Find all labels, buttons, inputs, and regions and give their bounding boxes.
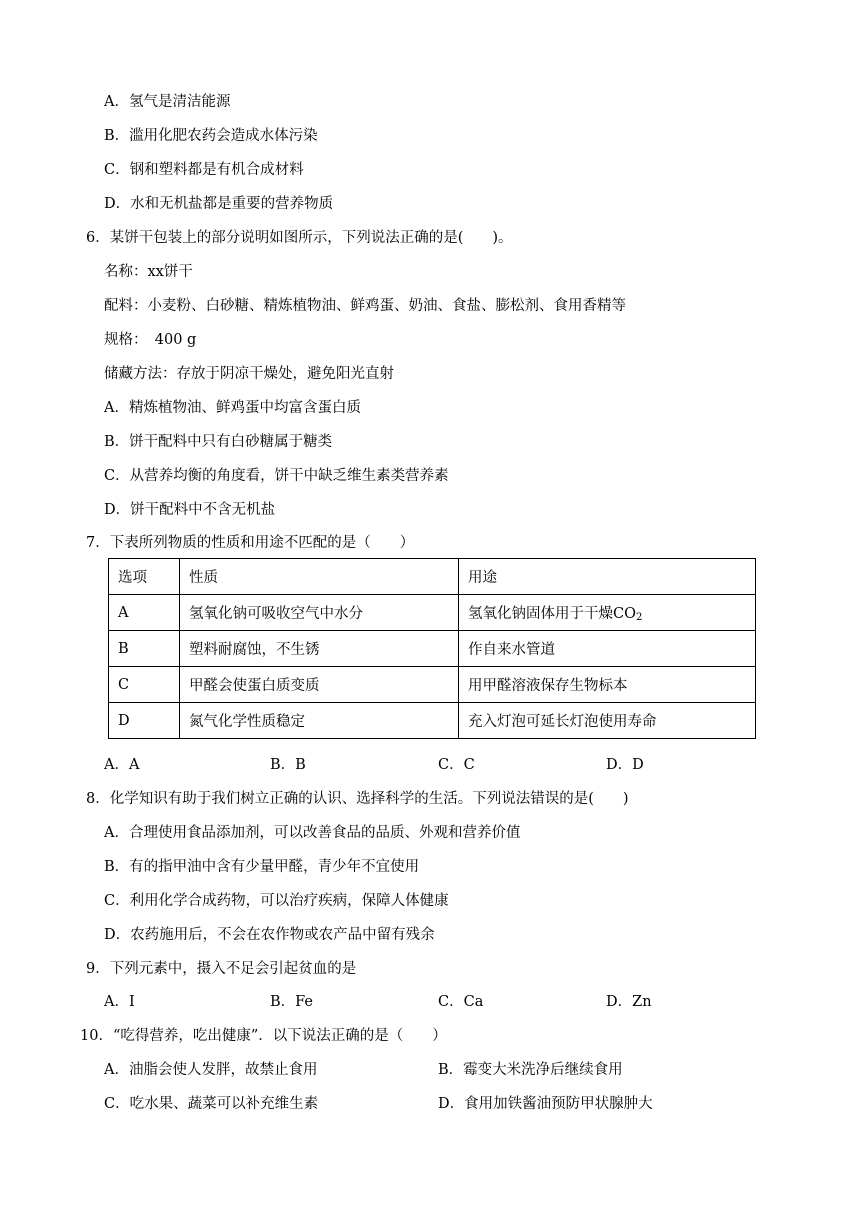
table-cell-property: 氮气化学性质稳定	[180, 703, 459, 739]
table-cell-use	[459, 595, 756, 631]
q9-option-b: B．Fe	[270, 994, 314, 1010]
q6-option-a: A．精炼植物油、鲜鸡蛋中均富含蛋白质	[104, 400, 361, 416]
table-row	[109, 631, 756, 667]
q9-option-c: C．Ca	[438, 994, 484, 1010]
table-cell-option: B	[109, 631, 180, 667]
q5-option-c: C．钢和塑料都是有机合成材料	[104, 162, 304, 178]
table-cell-property: 氢氧化钠可吸收空气中水分	[180, 595, 459, 631]
q7-option-b: B．B	[270, 757, 306, 773]
table-header-cell: 选项	[109, 559, 180, 595]
q7-table	[108, 558, 756, 739]
q6-label-storage: 储藏方法：存放于阴凉干燥处，避免阳光直射	[104, 366, 394, 382]
q6-stem: 6．某饼干包装上的部分说明如图所示，下列说法正确的是( )。	[86, 230, 513, 246]
table-cell-use-text: 氢氧化钠固体用于干燥CO	[468, 606, 636, 622]
q5-option-b: B．滥用化肥农药会造成水体污染	[104, 128, 318, 144]
q9-stem: 9．下列元素中，摄入不足会引起贫血的是	[86, 961, 357, 977]
q7-option-d: D．D	[606, 757, 644, 773]
q6-option-d: D．饼干配料中不含无机盐	[104, 502, 276, 518]
table-row	[109, 667, 756, 703]
table-cell-option: D	[109, 703, 180, 739]
q6-label-ingredients: 配料：小麦粉、白砂糖、精炼植物油、鲜鸡蛋、奶油、食盐、膨松剂、食用香精等	[104, 298, 626, 314]
subscript: 2	[635, 612, 643, 623]
q5-option-a: A．氢气是清洁能源	[104, 94, 231, 110]
table-cell-use: 用甲醛溶液保存生物标本	[459, 667, 756, 703]
table-cell-use: 充入灯泡可延长灯泡使用寿命	[459, 703, 756, 739]
q8-option-a: A．合理使用食品添加剂，可以改善食品的品质、外观和营养价值	[104, 825, 521, 841]
q10-option-d: D．食用加铁酱油预防甲状腺肿大	[438, 1096, 653, 1112]
table-header-cell: 性质	[180, 559, 459, 595]
q7-option-a: A．A	[104, 757, 140, 773]
q9-option-d: D．Zn	[606, 994, 652, 1010]
q7-stem: 7．下表所列物质的性质和用途不匹配的是（ ）	[86, 535, 415, 551]
table-row	[109, 703, 756, 739]
table-header-row	[109, 559, 756, 595]
q5-option-d: D．水和无机盐都是重要的营养物质	[104, 196, 334, 212]
q10-option-c: C．吃水果、蔬菜可以补充维生素	[104, 1096, 319, 1112]
table-cell-option: A	[109, 595, 180, 631]
table-cell-property: 塑料耐腐蚀，不生锈	[180, 631, 459, 667]
q6-label-spec: 规格： 400 g	[104, 332, 197, 348]
q8-option-d: D．农药施用后，不会在农作物或农产品中留有残余	[104, 927, 435, 943]
q8-stem: 8．化学知识有助于我们树立正确的认识、选择科学的生活。下列说法错误的是( )	[86, 791, 629, 807]
table-cell-use: 作自来水管道	[459, 631, 756, 667]
q10-option-a: A．油脂会使人发胖，故禁止食用	[104, 1062, 318, 1078]
q10-stem: 10．“吃得营养，吃出健康”．以下说法正确的是（ ）	[80, 1028, 447, 1044]
table-cell-option: C	[109, 667, 180, 703]
q6-label-name: 名称：xx饼干	[104, 264, 193, 280]
table-row	[109, 595, 756, 631]
q7-option-c: C．C	[438, 757, 475, 773]
q6-option-c: C．从营养均衡的角度看，饼干中缺乏维生素类营养素	[104, 468, 449, 484]
q10-option-b: B．霉变大米洗净后继续食用	[438, 1062, 623, 1078]
q8-option-c: C．利用化学合成药物，可以治疗疾病，保障人体健康	[104, 893, 449, 909]
q6-option-b: B．饼干配料中只有白砂糖属于糖类	[104, 434, 333, 450]
q9-option-a: A．I	[104, 994, 135, 1010]
q8-option-b: B．有的指甲油中含有少量甲醛，青少年不宜使用	[104, 859, 420, 875]
table-header-cell: 用途	[459, 559, 756, 595]
table-cell-property: 甲醛会使蛋白质变质	[180, 667, 459, 703]
